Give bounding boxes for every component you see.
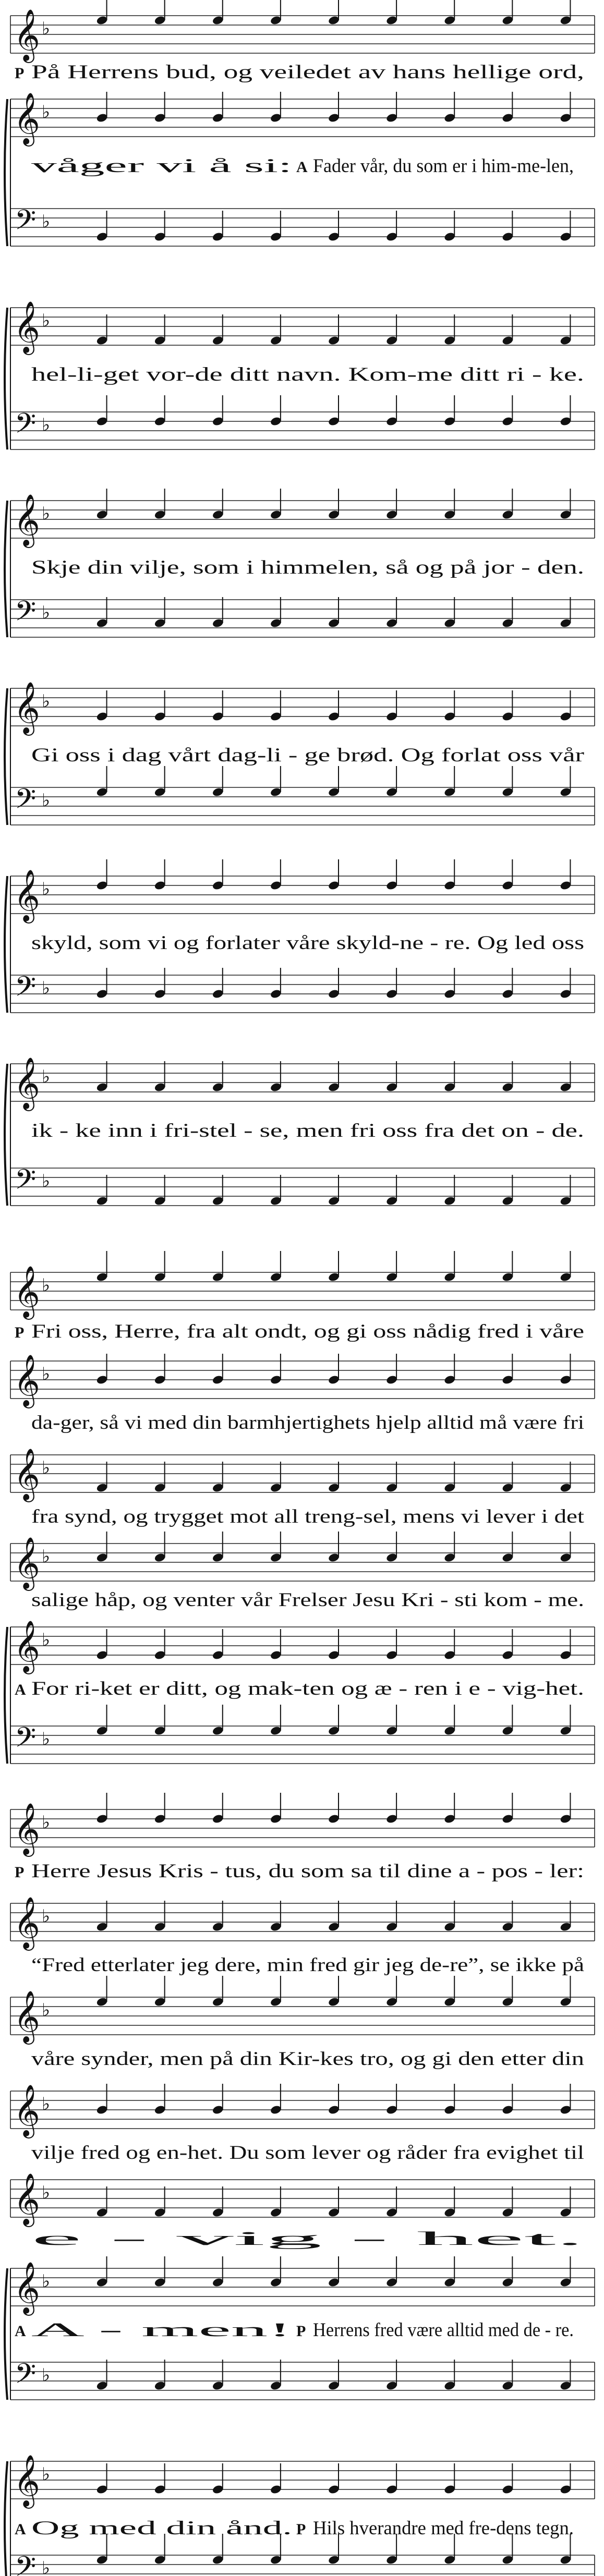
treble-clef-icon: 𝄞	[14, 1990, 40, 2043]
system-brace	[5, 1627, 7, 1764]
lyric-line: fra synd, og trygget mot all treng-sel, mens vi lever i det	[31, 1506, 585, 1527]
lyric-line: ik - ke inn i fri-stel - se, men fri oss fra det on - de.	[31, 1120, 584, 1141]
role-marker: A	[15, 2521, 26, 2538]
svg-text:♭: ♭	[42, 2558, 51, 2576]
treble-clef-icon: 𝄞	[14, 1448, 40, 1500]
svg-text:♭: ♭	[42, 310, 51, 331]
treble-notes	[96, 2084, 572, 2115]
treble-notes	[96, 92, 572, 123]
treble-clef-icon: 𝄞	[14, 1537, 40, 1589]
svg-text:♭: ♭	[42, 1457, 51, 1478]
svg-text:♭: ♭	[42, 18, 51, 39]
treble-notes	[96, 1532, 572, 1563]
system-brace	[5, 688, 7, 825]
svg-text:♭: ♭	[42, 978, 51, 999]
treble-staff	[10, 1544, 595, 1581]
treble-notes	[96, 1976, 572, 2007]
lyric-line: da-ger, så vi med din barmhjertighets hjelp alltid må være fri	[31, 1412, 584, 1433]
role-marker: P	[15, 1324, 25, 1341]
treble-clef-icon: 𝄞	[14, 1897, 40, 1949]
treble-clef-icon: 𝄞	[14, 869, 40, 921]
bass-clef-icon: 𝄢	[15, 971, 37, 1010]
lyric-line: “Fred etterlater jeg dere, min fred gir jeg de-re”, se ikke på	[31, 1954, 584, 1976]
lyric-line: A - men!	[31, 2319, 292, 2341]
svg-text:♭: ♭	[42, 1275, 51, 1296]
system-brace	[5, 2268, 7, 2400]
svg-text:♭: ♭	[42, 2464, 51, 2485]
treble-staff	[10, 1064, 595, 1101]
treble-clef-icon: 𝄞	[14, 1803, 40, 1855]
svg-text:♭: ♭	[42, 2182, 51, 2203]
treble-staff	[10, 2268, 595, 2306]
treble-clef-icon: 𝄞	[14, 301, 40, 353]
bass-notes	[96, 597, 572, 628]
section-5	[5, 682, 595, 825]
role-marker: A	[296, 159, 308, 176]
section-9	[10, 1354, 595, 1433]
svg-text:♭: ♭	[42, 1729, 51, 1749]
treble-notes	[96, 2186, 572, 2218]
lyric-line: Herrens fred være alltid med de - re.	[313, 2319, 574, 2341]
lyric-line: hel-li-get vor-de ditt navn. Kom-me ditt ri - ke.	[31, 364, 584, 385]
bass-notes	[96, 766, 572, 797]
treble-clef-icon: 𝄞	[14, 682, 40, 734]
treble-notes	[96, 2256, 572, 2288]
treble-notes	[96, 690, 572, 722]
section-19	[5, 2455, 595, 2576]
bass-notes	[96, 968, 572, 999]
section-17	[10, 2173, 595, 2250]
treble-clef-icon: 𝄞	[14, 2262, 40, 2314]
role-marker: P	[296, 2521, 306, 2538]
system-brace	[5, 308, 7, 449]
svg-text:♭: ♭	[42, 415, 51, 435]
system-brace	[5, 2461, 7, 2576]
lyric-line: Skje din vilje, som i himmelen, så og på jor - den.	[31, 557, 584, 578]
section-8	[10, 1251, 595, 1342]
treble-notes	[96, 1251, 572, 1282]
lyric-line: Herre Jesus Kris - tus, du som sa til dine a - pos - ler:	[31, 1861, 584, 1882]
treble-clef-icon: 𝄞	[14, 2455, 40, 2507]
section-11	[10, 1532, 595, 1611]
role-marker: P	[15, 65, 25, 82]
section-4	[5, 489, 595, 637]
section-12	[5, 1620, 595, 1764]
role-marker: A	[15, 2323, 26, 2340]
bass-clef-icon: 𝄢	[15, 596, 37, 634]
section-6	[5, 859, 595, 1013]
svg-text:♭: ♭	[42, 1364, 51, 1384]
svg-text:♭: ♭	[42, 790, 51, 811]
treble-clef-icon: 𝄞	[14, 494, 40, 546]
treble-notes	[96, 1629, 572, 1660]
system-brace	[5, 501, 7, 637]
svg-text:♭: ♭	[42, 2271, 51, 2292]
bass-staff	[10, 2362, 595, 2400]
section-10	[10, 1448, 595, 1527]
bass-notes	[96, 395, 572, 427]
section-1	[10, 0, 595, 83]
treble-clef-icon: 𝄞	[14, 1057, 40, 1109]
treble-notes	[96, 2463, 572, 2495]
svg-text:♭: ♭	[42, 1171, 51, 1192]
system-brace	[5, 99, 7, 246]
svg-text:♭: ♭	[42, 1546, 51, 1567]
treble-notes	[96, 1354, 572, 1385]
bass-clef-icon: 𝄢	[15, 2551, 37, 2576]
section-7	[5, 1057, 595, 1206]
treble-notes	[96, 489, 572, 520]
bass-staff	[10, 412, 595, 449]
treble-clef-icon: 𝄞	[14, 9, 40, 61]
svg-text:♭: ♭	[42, 503, 51, 524]
treble-staff	[10, 1903, 595, 1941]
system-brace	[5, 876, 7, 1013]
lyric-line: våger vi å si:	[31, 155, 292, 177]
treble-notes	[96, 314, 572, 346]
lyric-line: vilje fred og en-het. Du som lever og råder fra evighet til	[31, 2142, 584, 2164]
svg-text:♭: ♭	[42, 1812, 51, 1833]
lyric-line: Gi oss i dag vårt dag-li - ge brød. Og forlat oss vår	[31, 745, 584, 766]
treble-clef-icon: 𝄞	[14, 2173, 40, 2225]
svg-text:♭: ♭	[42, 2094, 51, 2115]
bass-clef-icon: 𝄢	[15, 204, 37, 243]
bass-clef-icon: 𝄢	[15, 2358, 37, 2397]
treble-notes	[96, 1793, 572, 1824]
lyric-line: For ri-ket er ditt, og mak-ten og æ - ren i e - vig-het.	[31, 1678, 584, 1699]
treble-clef-icon: 𝄞	[14, 2084, 40, 2136]
section-14	[10, 1897, 595, 1976]
treble-staff	[10, 876, 595, 914]
bass-clef-icon: 𝄢	[15, 783, 37, 822]
role-marker: A	[15, 1681, 26, 1698]
role-marker: P	[296, 2323, 306, 2340]
lyric-line: salige håp, og venter vår Frelser Jesu Kri - sti kom - me.	[31, 1589, 584, 1611]
treble-clef-icon: 𝄞	[14, 92, 40, 144]
svg-text:♭: ♭	[42, 691, 51, 712]
treble-clef-icon: 𝄞	[14, 1354, 40, 1406]
svg-text:♭: ♭	[42, 879, 51, 900]
svg-text:♭: ♭	[42, 1066, 51, 1087]
svg-text:♭: ♭	[42, 1906, 51, 1927]
section-2	[5, 92, 595, 246]
svg-text:♭: ♭	[42, 102, 51, 123]
treble-clef-icon: 𝄞	[14, 1266, 40, 1318]
section-15	[10, 1976, 595, 2070]
section-13	[10, 1793, 595, 1882]
section-3	[5, 301, 595, 449]
treble-notes	[96, 1462, 572, 1493]
lyric-line: e - vig - het.	[31, 2228, 584, 2250]
svg-text:♭: ♭	[42, 602, 51, 623]
bass-notes	[96, 211, 572, 242]
bass-clef-icon: 𝄢	[15, 1164, 37, 1202]
bass-staff	[10, 600, 595, 637]
lyric-line: skyld, som vi og forlater våre skyld-ne - re. Og led oss	[31, 932, 584, 954]
treble-notes	[96, 1061, 572, 1092]
role-marker: P	[15, 1864, 25, 1881]
bass-clef-icon: 𝄢	[15, 408, 37, 446]
section-18	[5, 2256, 595, 2400]
svg-text:♭: ♭	[42, 1630, 51, 1650]
bass-notes	[96, 1705, 572, 1736]
section-16	[10, 2084, 595, 2164]
lyric-line: Fader vår, du som er i him-me-len,	[313, 155, 574, 177]
lyric-line: Fri oss, Herre, fra alt ondt, og gi oss nådig fred i våre	[31, 1321, 584, 1342]
svg-text:♭: ♭	[42, 2000, 51, 2021]
lyric-line: Og med din ånd.	[31, 2518, 292, 2539]
lyric-line: Hils hverandre med fre-dens tegn.	[313, 2518, 574, 2539]
treble-clef-icon: 𝄞	[14, 1620, 40, 1672]
system-brace	[5, 1064, 7, 1206]
lyric-line: våre synder, men på din Kir-kes tro, og gi den etter din	[31, 2048, 584, 2070]
treble-staff	[10, 501, 595, 538]
treble-notes	[96, 0, 572, 26]
bass-clef-icon: 𝄢	[15, 1722, 37, 1760]
bass-notes	[96, 2360, 572, 2391]
svg-text:♭: ♭	[42, 2365, 51, 2386]
treble-notes	[96, 859, 572, 891]
treble-notes	[96, 1901, 572, 1932]
bass-notes	[96, 1175, 572, 1206]
lyric-line: På Herrens bud, og veiledet av hans hellige ord,	[31, 62, 584, 83]
treble-staff	[10, 1809, 595, 1847]
svg-text:♭: ♭	[42, 211, 51, 232]
